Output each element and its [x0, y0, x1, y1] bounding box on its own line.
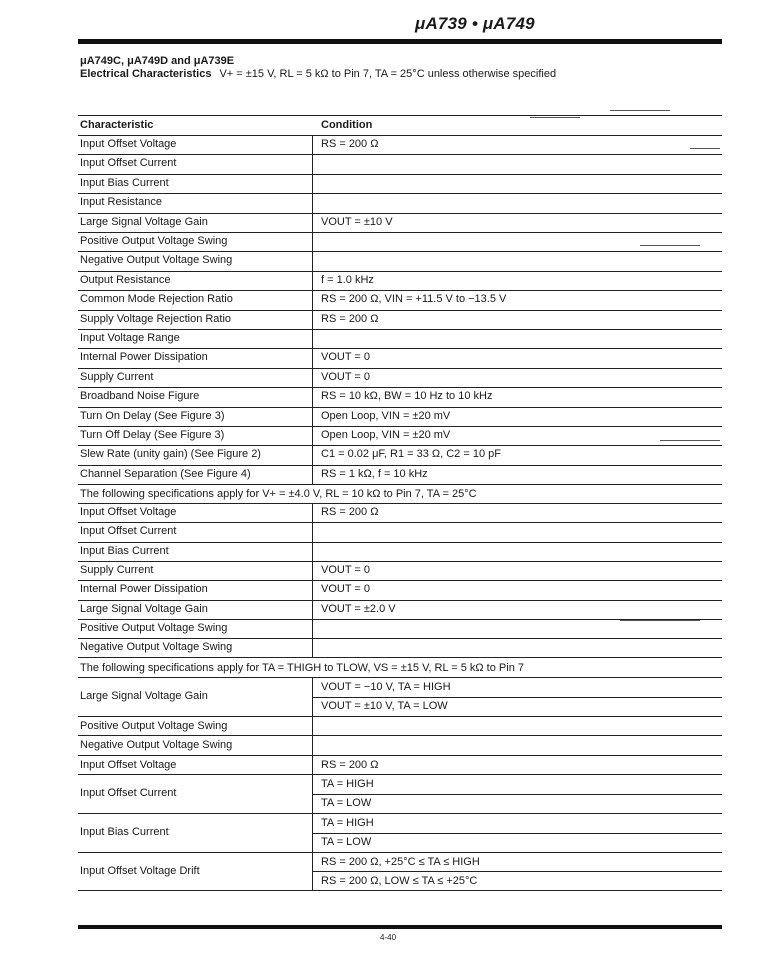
row-rule	[78, 774, 722, 775]
row-condition: VOUT = −10 V, TA = HIGH	[321, 681, 451, 693]
row-rule	[312, 871, 722, 872]
row-characteristic: Slew Rate (unity gain) (See Figure 2)	[80, 448, 261, 461]
row-condition: C1 = 0.02 μF, R1 = 33 Ω, C2 = 10 pF	[321, 448, 501, 461]
row-rule	[312, 697, 722, 698]
row-rule	[78, 154, 722, 155]
row-condition: RS = 200 Ω, +25°C ≤ TA ≤ HIGH	[321, 856, 480, 868]
row-characteristic: Input Offset Current	[80, 525, 177, 538]
row-rule	[78, 716, 722, 717]
row-characteristic: Supply Current	[80, 370, 154, 383]
row-rule	[78, 348, 722, 349]
row-characteristic: Positive Output Voltage Swing	[80, 235, 228, 247]
row-condition: RS = 200 Ω	[321, 506, 379, 518]
row-rule	[78, 310, 722, 311]
row-rule	[78, 290, 722, 291]
page-number: 4-40	[380, 933, 397, 942]
row-characteristic: Channel Separation (See Figure 4)	[80, 467, 251, 480]
row-rule	[78, 755, 722, 756]
row-condition: TA = LOW	[321, 797, 372, 809]
col-condition: Condition	[321, 119, 373, 131]
row-characteristic: Input Offset Current	[80, 157, 177, 170]
row-rule	[78, 522, 722, 523]
row-rule	[78, 580, 722, 581]
row-characteristic: Turn Off Delay (See Figure 3)	[80, 429, 225, 441]
section3-divider	[312, 716, 313, 891]
row-condition: Open Loop, VIN = ±20 mV	[321, 429, 451, 441]
row-characteristic: Input Bias Current	[80, 176, 169, 189]
row-rule	[78, 232, 722, 233]
row-rule	[78, 600, 722, 601]
row-condition: VOUT = 0	[321, 351, 371, 364]
row-characteristic: Input Bias Current	[80, 544, 169, 557]
col-characteristic: Characteristic	[80, 119, 154, 131]
row-rule	[78, 193, 722, 194]
row-condition: RS = 200 Ω, VIN = +11.5 V to −13.5 V	[321, 293, 507, 306]
row-characteristic: Input Offset Current	[80, 787, 177, 799]
row-rule	[78, 542, 722, 543]
row-condition: VOUT = ±10 V, TA = LOW	[321, 700, 448, 712]
row-condition: f = 1.0 kHz	[321, 273, 374, 286]
row-characteristic: Input Offset Voltage	[80, 506, 177, 518]
row-rule	[78, 561, 722, 562]
section-title: μA749C, μA749D and μA739E	[80, 55, 235, 67]
row-rule	[78, 174, 722, 175]
footer-rule	[78, 925, 722, 929]
section2-heading: The following specifications apply for V+ = ±4.0 V, RL = 10 kΩ to Pin 7, TA = 25°C	[80, 488, 477, 500]
section2-rule	[78, 503, 722, 504]
row-characteristic: Input Offset Voltage	[80, 138, 177, 150]
row-condition: VOUT = 0	[321, 563, 371, 576]
row-rule	[78, 445, 722, 446]
row-condition: TA = HIGH	[321, 817, 374, 829]
row-rule	[78, 213, 722, 214]
row-rule	[78, 484, 722, 485]
row-condition: Open Loop, VIN = ±20 mV	[321, 409, 451, 422]
column-fragment	[610, 110, 670, 111]
row-characteristic: Input Bias Current	[80, 826, 169, 838]
header-rule	[78, 39, 722, 44]
row-condition: TA = LOW	[321, 836, 372, 848]
row-condition: RS = 1 kΩ, f = 10 kHz	[321, 467, 428, 480]
row-characteristic: Output Resistance	[80, 273, 171, 286]
row-condition: RS = 200 Ω	[321, 138, 379, 150]
section-subtitle	[80, 68, 556, 80]
row-characteristic: Supply Voltage Rejection Ratio	[80, 312, 232, 325]
column-fragment	[530, 117, 580, 118]
row-rule	[78, 638, 722, 639]
section3-rule	[78, 677, 722, 678]
subtitle-label: Electrical Characteristics	[80, 68, 212, 80]
row-characteristic: Turn On Delay (See Figure 3)	[80, 409, 225, 422]
subtitle-condition: V+ = ±15 V, RL = 5 kΩ to Pin 7, TA = 25°C unless otherwise specified	[219, 68, 557, 80]
row-characteristic: Common Mode Rejection Ratio	[80, 293, 233, 306]
row-characteristic: Negative Output Voltage Swing	[80, 739, 233, 751]
row-condition: RS = 200 Ω	[321, 312, 379, 325]
column-fragment	[690, 148, 720, 149]
row-rule	[78, 735, 722, 736]
table-header-rule	[78, 135, 722, 136]
column-fragment	[620, 620, 700, 621]
row-characteristic: Input Voltage Range	[80, 332, 180, 344]
table-top-rule	[78, 115, 722, 116]
row-characteristic: Input Offset Voltage Drift	[80, 865, 200, 877]
row-rule	[78, 852, 722, 853]
row-rule	[78, 387, 722, 388]
row-characteristic: Input Offset Voltage	[80, 759, 177, 771]
row-characteristic: Large Signal Voltage Gain	[80, 215, 208, 228]
row-rule	[312, 794, 722, 795]
row-condition: VOUT = 0	[321, 370, 371, 383]
row-rule	[78, 426, 722, 427]
row-characteristic: Large Signal Voltage Gain	[80, 690, 208, 702]
row-characteristic: Negative Output Voltage Swing	[80, 254, 233, 267]
page-header-title: μA739 • μA749	[415, 14, 535, 33]
row-characteristic: Internal Power Dissipation	[80, 351, 208, 364]
row-characteristic: Internal Power Dissipation	[80, 583, 208, 596]
row-rule	[312, 833, 722, 834]
row-rule	[78, 813, 722, 814]
row-rule	[78, 368, 722, 369]
row-characteristic: Negative Output Voltage Swing	[80, 641, 233, 654]
row-characteristic: Supply Current	[80, 563, 154, 576]
row-condition: RS = 200 Ω, LOW ≤ TA ≤ +25°C	[321, 875, 478, 887]
row-characteristic: Positive Output Voltage Swing	[80, 720, 228, 732]
row-characteristic: Positive Output Voltage Swing	[80, 621, 228, 634]
row-rule	[78, 657, 722, 658]
row-rule	[78, 890, 722, 891]
column-fragment	[660, 440, 720, 441]
row-condition: RS = 10 kΩ, BW = 10 Hz to 10 kHz	[321, 390, 493, 403]
section3-heading: The following specifications apply for TA = THIGH to TLOW, VS = ±15 V, RL = 5 kΩ to Pin 7	[80, 662, 524, 674]
row-condition: RS = 200 Ω	[321, 759, 379, 771]
row-characteristic: Input Resistance	[80, 196, 162, 209]
row-condition: VOUT = ±10 V	[321, 215, 393, 228]
row-condition: VOUT = 0	[321, 583, 371, 596]
row-rule	[78, 407, 722, 408]
row-characteristic: Large Signal Voltage Gain	[80, 602, 208, 615]
row-condition: TA = HIGH	[321, 778, 374, 790]
row-rule	[78, 329, 722, 330]
row-rule	[78, 271, 722, 272]
column-fragment	[640, 245, 700, 246]
row-condition: VOUT = ±2.0 V	[321, 602, 396, 615]
row-rule	[78, 251, 722, 252]
row-characteristic: Broadband Noise Figure	[80, 390, 200, 403]
row-rule	[78, 465, 722, 466]
